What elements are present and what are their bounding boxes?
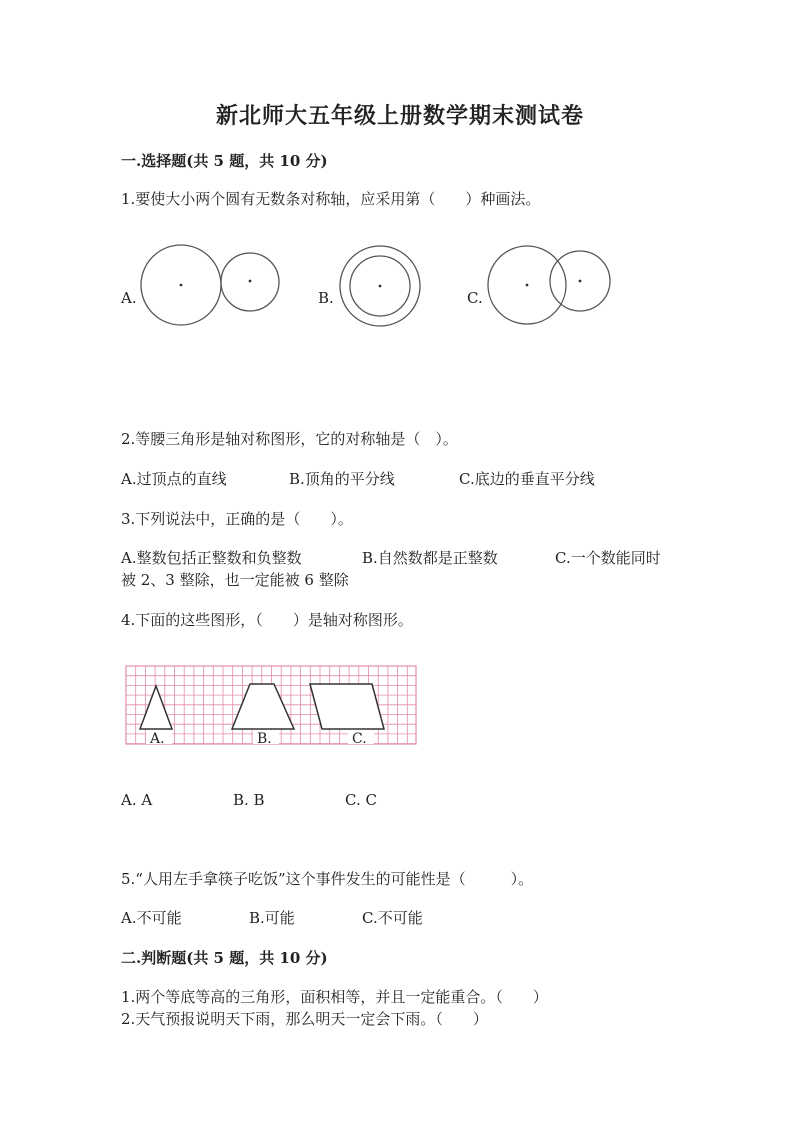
q1-figure-c xyxy=(488,246,610,324)
q1-option-c-label: C. xyxy=(467,289,483,307)
q4-option-b: B. B xyxy=(233,791,265,809)
q2-option-c: C.底边的垂直平分线 xyxy=(459,470,595,488)
shape-a-label: A. xyxy=(150,731,165,747)
q1-figure-a xyxy=(141,245,279,325)
section-heading-choice: 一.选择题(共 5 题，共 10 分) xyxy=(121,152,328,170)
q2-option-a: A.过顶点的直线 xyxy=(121,470,227,488)
center-dot xyxy=(579,280,582,283)
q5-option-c: C.不可能 xyxy=(362,909,423,927)
q3-option-b: B.自然数都是正整数 xyxy=(362,549,498,567)
judgment-item-2: 2.天气预报说明天下雨，那么明天一定会下雨。（ ） xyxy=(121,1010,488,1028)
shape-c-parallelogram xyxy=(310,684,384,729)
q1-option-b-label: B. xyxy=(318,289,334,307)
question-1: 1.要使大小两个圆有无数条对称轴，应采用第（ ）种画法。 xyxy=(121,190,541,208)
page-title: 新北师大五年级上册数学期末测试卷 xyxy=(215,103,584,129)
q2-option-b: B.顶角的平分线 xyxy=(289,470,395,488)
q4-option-c: C. C xyxy=(345,791,377,809)
shape-b-trapezoid xyxy=(232,684,294,729)
q1-circles-figure xyxy=(0,0,800,400)
center-dot xyxy=(379,285,382,288)
q3-option-c-continuation: 被 2、3 整除，也一定能被 6 整除 xyxy=(121,571,349,589)
section-heading-judgment: 二.判断题(共 5 题，共 10 分) xyxy=(121,949,328,967)
center-dot xyxy=(526,284,529,287)
q5-option-b: B.可能 xyxy=(249,909,295,927)
q3-option-a: A.整数包括正整数和负整数 xyxy=(121,549,302,567)
q1-option-a-label: A. xyxy=(121,289,137,307)
shape-c-label: C. xyxy=(352,731,367,747)
q4-option-a: A. A xyxy=(121,791,153,809)
question-4: 4.下面的这些图形，（ ）是轴对称图形。 xyxy=(121,611,413,629)
judgment-item-1: 1.两个等底等高的三角形，面积相等，并且一定能重合。（ ） xyxy=(121,988,548,1006)
center-dot xyxy=(180,284,183,287)
q3-option-c: C.一个数能同时 xyxy=(555,549,661,567)
question-3: 3.下列说法中，正确的是（ ）。 xyxy=(121,510,353,528)
shape-a-triangle xyxy=(140,686,172,729)
q5-option-a: A.不可能 xyxy=(121,909,182,927)
question-2: 2.等腰三角形是轴对称图形，它的对称轴是（ ）。 xyxy=(121,430,458,448)
q1-figure-b xyxy=(340,246,420,326)
shape-b-label: B. xyxy=(257,731,272,747)
q4-grid-figure xyxy=(126,666,416,747)
center-dot xyxy=(249,280,252,283)
question-5: 5.“人用左手拿筷子吃饭”这个事件发生的可能性是（ ）。 xyxy=(121,870,534,888)
